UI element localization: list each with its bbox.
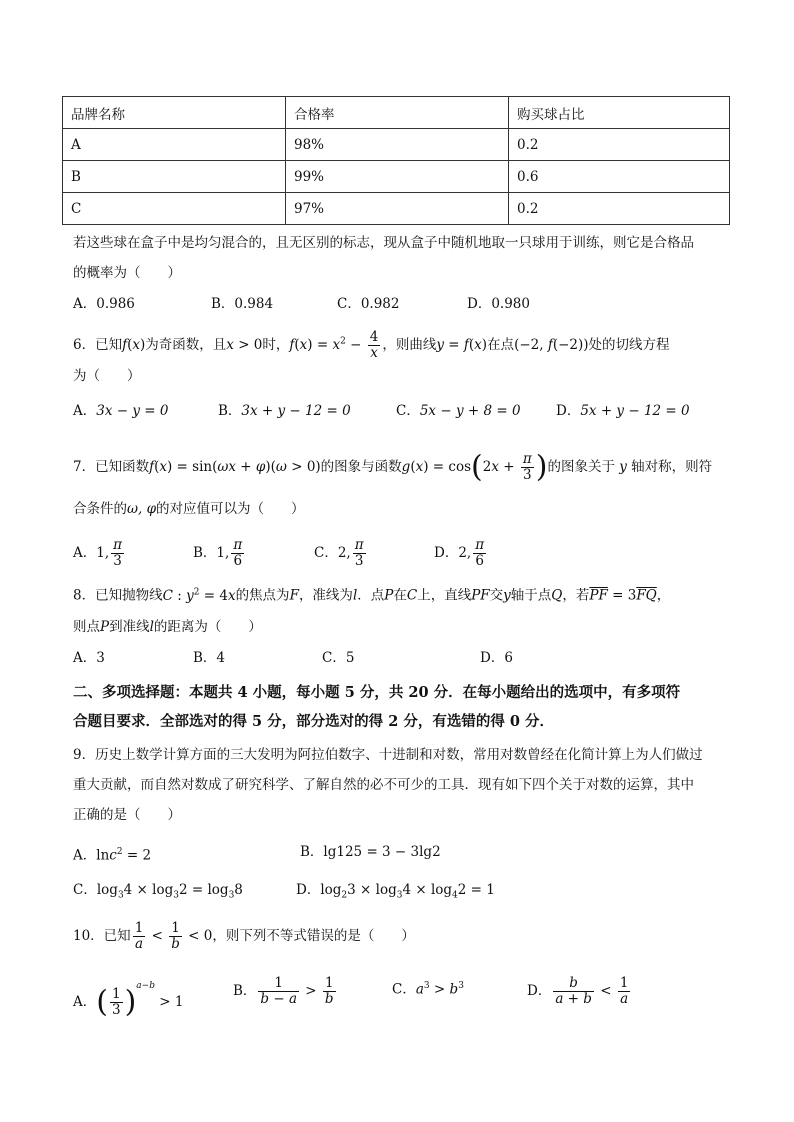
q7-math-params: ω, φ [127,501,157,517]
q8-stem-text: 的焦点为 [235,587,290,604]
option-value: 1, [96,545,110,561]
q7-stem-text: 的图象与函数 [320,459,402,475]
q8-math-l: l [149,619,154,635]
option-expression: 3x − y = 0 [96,403,169,419]
q10-stem-text: 10．已知 [73,928,131,944]
q6-option-b [218,401,351,421]
option-letter: C． [73,882,97,898]
q8-math-p: P [384,587,394,604]
section2-heading-line2: 合题目要求．全部选对的得 5 分，部分选对的得 2 分，有选错的得 0 分． [73,713,555,730]
option-fraction-numerator: π [354,537,364,553]
option-value: 2, [458,545,472,561]
q9-stem-line2: 重大贡献，而自然对数成了研究科学、了解自然的必不可少的工具．现有如下四个关于对数的运算，其中 [73,777,694,793]
q6-option-c [396,401,521,421]
q8-math-l: l [352,587,358,604]
table-cell: C [63,193,286,225]
q6-math-fx: f(x) [122,337,146,353]
q9-option-b: B．lg125 = 3 − 3lg2 [300,844,441,860]
q9-stem-line1: 9．历史上数学计算方面的三大发明为阿拉伯数字、十进制和对数，常用对数曾经在化简计算上为人们做过 [73,747,703,763]
option-letter: D． [527,983,552,999]
option-letter: D． [434,545,459,561]
q6-stem-text: 为奇函数，且 [145,337,227,353]
q5-option-b: B．0.984 [211,296,274,312]
q7-stem-text: 合条件的 [73,501,127,517]
q10-option-a: A．( $\frac{1}{3}$ )$^{a-b}$ > 1 [73,981,184,1020]
option-expression: 5x − y + 8 = 0 [419,403,521,419]
q7-option-a [73,538,126,569]
q10-stem-line1: 10．已知 $\frac{1}{a}$ < $\frac{1}{b}$ < 0，则下列不等式错误的是（ ） [73,920,415,952]
q5-text-line1: 若这些球在盒子中是均匀混合的，且无区别的标志，现从盒子中随机地取一只球用于训练，则它是合格品 [73,235,694,251]
q8-math-pf: PF [471,587,490,604]
q7-stem-text: 7．已知函数 [73,459,150,475]
q6-option-a [73,401,168,421]
q8-math-p: P [100,619,110,635]
table-row [63,161,730,193]
q8-stem-text: 的距离为（ ） [153,619,262,635]
q7-stem-text: 的图象关于 [547,459,615,475]
q10-stem-text: ，则下列不等式错误的是（ ） [212,928,415,944]
q7-option-c [314,538,368,569]
section2-heading-line1: 二、多项选择题：本题共 4 小题，每小题 5 分，共 20 分．在每小题给出的选项中，有多项符 [73,684,681,701]
q8-math-f: F [289,587,299,604]
q8-math-parabola: C : $y^2 = 4x$ [162,587,236,604]
option-letter: C． [392,981,416,998]
q6-stem-text: 在点 [487,337,515,353]
q8-stem-text: 则点 [73,619,100,635]
q6-option-d [556,401,690,421]
option-expression: 3x + y − 12 = 0 [241,403,351,419]
brand-table [62,96,730,225]
table-header-cell: 合格率 [286,97,509,129]
q7-stem-text: 的对应值可以为（ ） [156,501,305,517]
q6-stem-text: 6．已知 [73,337,123,353]
q8-stem-text: ．点 [357,587,385,604]
option-letter: B． [233,983,257,999]
option-letter: B． [193,545,217,561]
q9-option-a: A．lnc$^2$ = 2 [73,847,152,864]
table-cell: 97% [286,193,509,225]
option-value: 1, [216,545,230,561]
q6-math-definition: $f(x) = x^2$ − $\frac{4}{x}$ [289,329,379,361]
table-row [63,193,730,225]
q8-stem-text: 8．已知抛物线 [73,587,163,604]
option-letter: A． [73,545,97,561]
q7-option-b [193,538,246,569]
option-fraction-denominator: 6 [475,553,484,569]
option-letter: A． [73,847,97,864]
q10-option-d: D． $\frac{b}{a + b}$ < $\frac{1}{a}$ [527,975,629,1007]
q8-stem-text: 交 [489,587,504,604]
option-letter: A． [73,403,97,419]
table-row [63,129,730,161]
option-letter: B． [218,403,242,419]
table-header-cell: 购买球占比 [509,97,730,129]
option-fraction-denominator: 3 [354,553,364,569]
option-value: 2, [337,545,351,561]
table-cell: 0.2 [509,129,730,161]
q6-stem-line1 [73,330,670,361]
q8-math-y: y [503,587,511,604]
q8-stem-text: 在 [393,587,407,604]
option-letter: B． [300,844,324,860]
q7-math-axis: y [614,459,632,475]
option-fraction-numerator: π [233,537,243,553]
option-fraction-denominator: 3 [113,553,122,569]
q8-stem-text: 上，直线 [417,587,472,604]
q6-stem-text: 时， [262,337,290,353]
q9-option-d: D．$\log_23 \times \log_34 \times \log_42 = 1$ [296,882,495,901]
q6-math-point: (−2, f(−2)) [514,337,589,353]
q7-math-gx: g(x) = cos(2x + $\frac{\pi}{3}$ ) [401,449,548,485]
q7-math-fx: f(x) = sin(ωx + φ)(ω > 0) [149,459,321,475]
q8-option-c: C．5 [322,650,355,666]
option-letter: A． [73,994,97,1010]
option-fraction-numerator: π [475,537,485,553]
q9-option-c: C．$\log_34 \times \log_32 = \log_38$ [73,882,243,901]
q7-stem-line2 [73,499,305,519]
option-expression: 5x + y − 12 = 0 [580,403,690,419]
q6-stem-text: ，则曲线 [382,337,437,353]
q8-stem-line2 [73,617,262,637]
table-cell: 99% [286,161,509,193]
q7-option-d [434,538,488,569]
q8-stem-text: 到准线 [109,619,150,635]
q6-math-curve: y = f(x) [436,337,488,353]
option-fraction-denominator: 6 [233,553,243,569]
q9-stem-line3: 正确的是（ ） [73,807,181,823]
q8-math-q: Q [551,587,563,604]
option-fraction-numerator: π [113,537,123,553]
q5-text-line2: 的概率为（ ） [73,265,181,281]
q6-math-condition: x > 0 [226,337,263,353]
table-cell: A [63,129,286,161]
q8-math-c: C [406,587,418,604]
q8-option-b: B．4 [193,650,226,666]
option-letter: C． [314,545,338,561]
q7-stem-text: 轴对称，则符 [631,459,713,475]
q5-option-d: D．0.980 [467,296,530,312]
q8-stem-text: ，若 [562,587,590,604]
q8-stem-text: ，准线为 [298,587,353,604]
table-header-row [63,97,730,129]
table-cell: 0.2 [509,193,730,225]
q5-option-c: C．0.982 [337,296,400,312]
q8-stem-text: 轴于点 [510,587,552,604]
q7-stem-line1 [73,449,713,485]
q8-stem-line1 [73,582,670,606]
q8-math-vector: $\overline{PF} = 3\overline{FQ}$， [589,587,671,604]
option-letter: C． [396,403,420,419]
q6-stem-text: 处的切线方程 [588,337,670,353]
table-header-cell: 品牌名称 [63,97,286,129]
q10-option-b: B． $\frac{1}{b - a}$ > $\frac{1}{b}$ [233,975,334,1007]
table-cell: B [63,161,286,193]
q8-option-d: D．6 [480,650,513,666]
q5-option-a: A．0.986 [73,296,135,312]
q10-option-c: C．$a^3 > b^3$ [392,981,464,998]
option-letter: D． [556,403,581,419]
option-letter: D． [296,882,321,898]
table-cell: 98% [286,129,509,161]
table-cell: 0.6 [509,161,730,193]
q8-option-a: A．3 [73,650,105,666]
q6-stem-line2: 为（ ） [73,368,141,384]
